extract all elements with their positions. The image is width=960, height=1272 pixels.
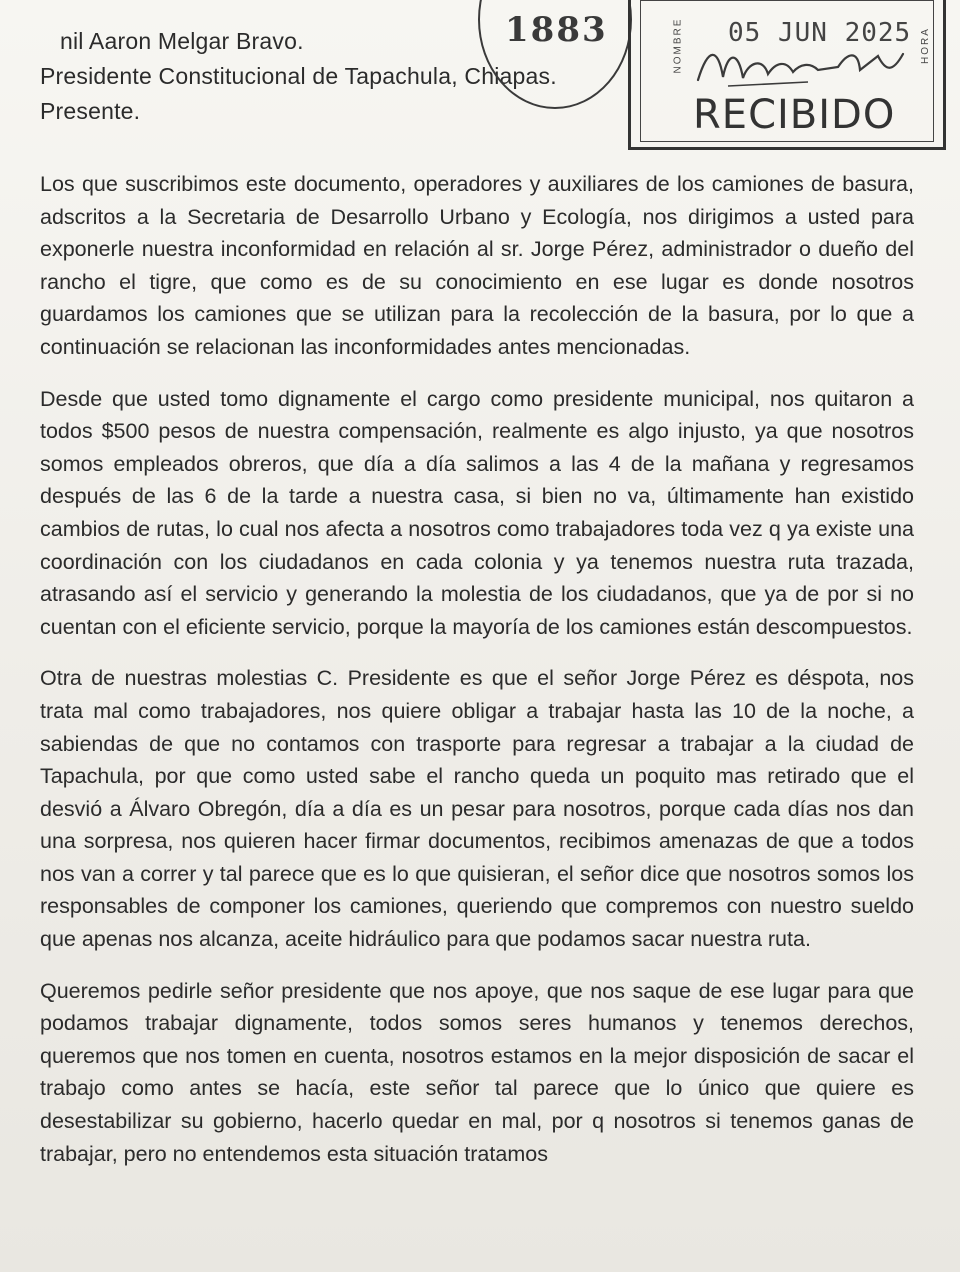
paragraph-4: Queremos pedirle señor presidente que nos apoye, que nos saque de ese lugar para que podamos trabajar dignamente, todos somos seres humanos y tenemos derechos, queremos que nos tomen en cuenta, nosotros estamos en la mejor disposición de sacar el trabajo como antes se hacía, este señor tal parece que lo único que quiere es desestabilizar su gobierno, hacerlo quedar en mal, por q nosotros si tenemos ganas de trabajar, pero no entendemos esta situación tratamos: [40, 978, 914, 1166]
addressee-title: Presidente Constitucional de Tapachula, Chiapas.: [40, 63, 557, 89]
salutation: Presente.: [40, 98, 141, 124]
handwritten-signature: [688, 42, 918, 92]
paragraph-1: Los que suscribimos este documento, operadores y auxiliares de los camiones de basura, adscritos a la Secretaria de Desarrollo Urbano y Ecología, nos dirigimos a usted para exponerle nuestra inconformidad en relación al sr. Jorge Pérez, administrador o dueño del rancho el tigre, que como es de su conocimiento en ese lugar es donde nosotros guardamos los camiones que se utilizan para la recolección de la basura, por lo que a continuación se relacionan las inconformidades antes mencionadas.: [40, 172, 914, 359]
addressee-name: nil Aaron Melgar Bravo.: [60, 28, 304, 54]
stamp-name-label: NOMBRE: [672, 17, 684, 74]
paragraph-3: Otra de nuestras molestias C. Presidente es que el señor Jorge Pérez es déspota, nos trata mal como trabajadores, nos quiere obligar a trabajar hasta las 10 de la noche, a sabiendas de que no contamos con trasporte para regresar a trabajar a la ciudad de Tapachula, por que como usted sabe el rancho queda un poquito mas retirado que el desvió a Álvaro Obregón, día a día es un pesar para nosotros, porque cada días nos dan una sorpresa, nos quieren hacer firmar documentos, recibimos amenazas de que a todos nos van a correr y tal parece que es lo que quisieran, el señor dice que nosotros somos los responsables de componer los camiones, queriendo que compremos con nuestro sueldo que apenas nos alcanza, aceite hidráulico para que podamos sacar nuestra ruta.: [40, 666, 914, 952]
stamp-time-label: HORA: [919, 27, 931, 64]
letter-body: [40, 168, 914, 1189]
stamp-received-text: RECIBIDO: [693, 92, 896, 138]
folio-number: 1883: [505, 10, 608, 50]
paragraph-2: Desde que usted tomo dignamente el cargo como presidente municipal, nos quitaron a todos $500 pesos de nuestra compensación, realmente es algo injusto, ya que nosotros somos empleados obreros, que día a día salimos a las 4 de la mañana y regresamos después de las 6 de la tarde a nuestra casa, si bien no va, últimamente han existido cambios de rutas, lo cual nos afecta a nosotros como trabajadores toda vez q ya existe una coordinación con los ciudadanos en cada colonia y ya tenemos nuestra ruta trazada, atrasando así el servicio y generando la molestia de los ciudadanos, que ya de por si no cuentan con el eficiente servicio, porque la mayoría de los camiones están descompuestos.: [40, 386, 914, 639]
stamp-date: 05 JUN 2025: [728, 18, 912, 48]
